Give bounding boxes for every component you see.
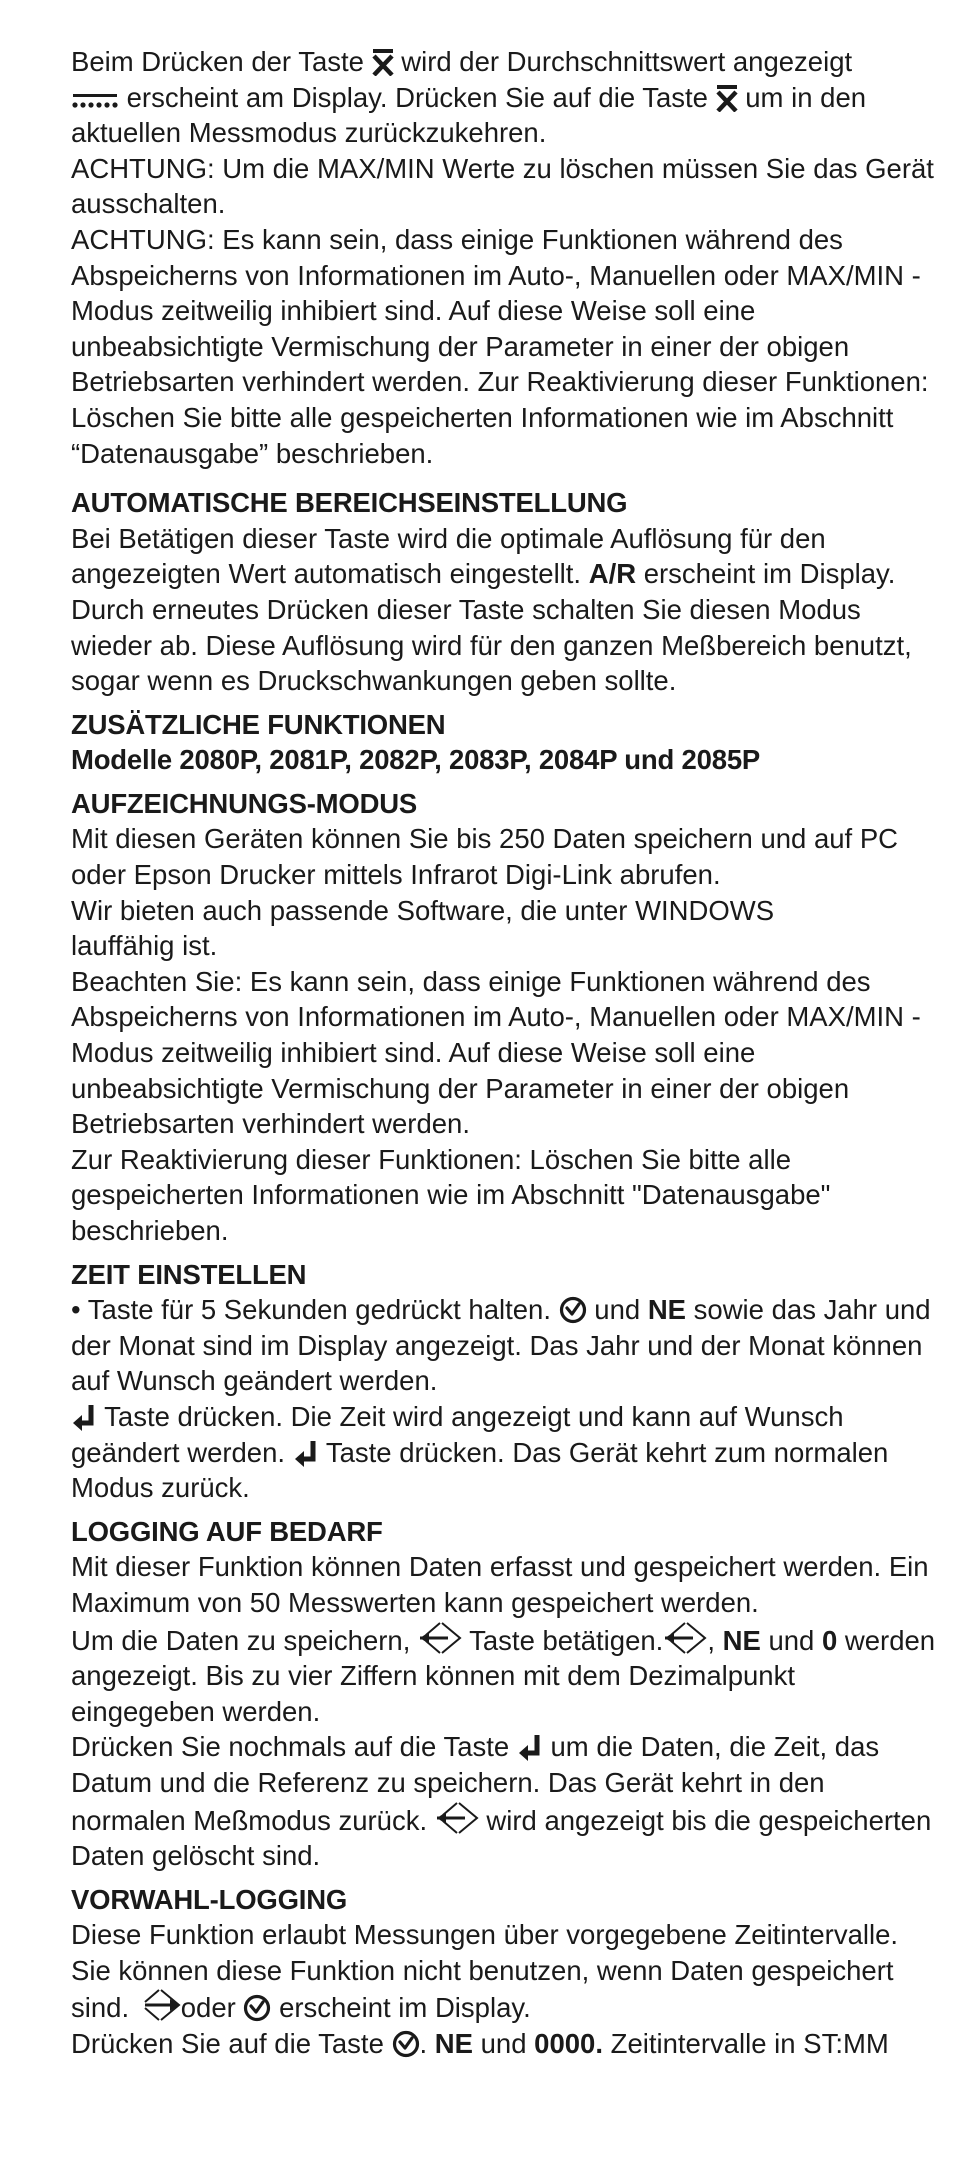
preset-log-paragraph-2: Drücken Sie auf die Taste . NE und 0000. Zeitintervalle in ST:MM bbox=[71, 2028, 889, 2060]
diamond-arrow-icon bbox=[435, 1801, 479, 1835]
intro-paragraph-3: ACHTUNG: Es kann sein, dass einige Funktionen während des Abspeicherns von Informationen im Auto-, Manuellen oder MAX/MIN -Modus zeitweilig inhibiert sind. Auf diese Weise soll eine unbeabsichtigte Vermischung der Parameter in einer der obigen Betriebsarten verhindert werden. Zur Reaktivierung dieser Funktionen: Löschen Sie bitte alle gespeicherten Informationen wie im Abschnitt “Datenausgabe” beschrieben. bbox=[71, 223, 929, 469]
enter-arrow-icon bbox=[517, 1733, 543, 1761]
models-line: Modelle 2080P, 2081P, 2082P, 2083P, 2084P und 2085P bbox=[71, 744, 761, 776]
section-heading-record-mode: AUFZEICHNUNGS-MODUS bbox=[71, 787, 418, 819]
diamond-arrow-icon bbox=[137, 1988, 181, 2022]
intro-text: Beim Drücken der Taste bbox=[71, 46, 364, 77]
enter-arrow-icon bbox=[71, 1403, 97, 1431]
section-heading-set-time: ZEIT EINSTELLEN bbox=[71, 1258, 307, 1290]
intro-paragraph-2: ACHTUNG: Um die MAX/MIN Werte zu löschen müssen Sie das Gerät ausschalten. bbox=[71, 152, 934, 220]
x-bar-icon bbox=[716, 84, 738, 112]
section-heading-extra: ZUSÄTZLICHE FUNKTIONEN bbox=[71, 708, 446, 740]
record-paragraph-2: Wir bieten auch passende Software, die unter WINDOWS lauffähig ist. bbox=[71, 894, 775, 962]
enter-arrow-icon bbox=[293, 1439, 319, 1467]
section-heading-log-demand: LOGGING AUF BEDARF bbox=[71, 1515, 383, 1547]
diamond-arrow-icon bbox=[663, 1621, 707, 1655]
intro-text: erscheint am Display. Drücken Sie auf die Taste bbox=[126, 81, 708, 113]
clock-icon bbox=[392, 2030, 420, 2058]
preset-log-paragraph-1: Diese Funktion erlaubt Messungen über vorgegebene Zeitintervalle. Sie können diese Funktion nicht benutzen, wenn Daten gespeichert sind. oder erscheint im Display. bbox=[71, 1919, 899, 2024]
intro-text: wird der Durchschnittswert angezeigt bbox=[401, 46, 853, 77]
document-page bbox=[71, 44, 941, 2062]
clock-icon bbox=[559, 1296, 587, 1324]
diamond-arrow-icon bbox=[418, 1621, 462, 1655]
record-paragraph-3: Beachten Sie: Es kann sein, dass einige Funktionen während des Abspeicherns von Informationen im Auto-, Manuellen oder MAX/MIN -Modus zeitweilig inhibiert sind. Auf diese Weise soll eine unbeabsichtigte Vermischung der Parameter in einer der obigen Betriebsarten verhindert werden. bbox=[71, 965, 921, 1140]
dotted-bar-icon bbox=[71, 92, 119, 112]
clock-icon bbox=[243, 1994, 271, 2022]
section-heading-auto-range: AUTOMATISCHE BEREICHSEINSTELLUNG bbox=[71, 487, 628, 519]
intro-paragraph-1 bbox=[71, 44, 941, 151]
intro-text: um in den aktuellen Messmodus zurückzukehren. bbox=[71, 81, 867, 149]
record-paragraph-1: Mit diesen Geräten können Sie bis 250 Daten speichern und auf PC oder Epson Drucker mittels Infrarot Digi-Link abrufen. bbox=[71, 823, 899, 891]
x-bar-icon bbox=[372, 48, 394, 76]
auto-range-paragraph: Bei Betätigen dieser Taste wird die optimale Auflösung für den angezeigten Wert automatisch eingestellt. A/R erscheint im Display. Durch erneutes Drücken dieser Taste schalten Sie diesen Modus wieder ab. Diese Auflösung wird für den ganzen Meßbereich benutzt, sogar wenn es Druckschwankungen geben sollte. bbox=[71, 522, 912, 697]
set-time-paragraph-2: Taste drücken. Die Zeit wird angezeigt und kann auf Wunsch geändert werden. Taste drücken. Das Gerät kehrt zum normalen Modus zurück. bbox=[71, 1400, 889, 1504]
log-demand-paragraph-1: Mit dieser Funktion können Daten erfasst und gespeichert werden. Ein Maximum von 50 Messwerten kann gespeichert werden. bbox=[71, 1551, 929, 1618]
log-demand-paragraph-2: Um die Daten zu speichern, Taste betätigen. , NE und 0 werden angezeigt. Bis zu vier Ziffern können mit dem Dezimalpunkt eingegeben werden. bbox=[71, 1621, 941, 1730]
set-time-paragraph-1: • Taste für 5 Sekunden gedrückt halten. und NE sowie das Jahr und der Monat sind im Display angezeigt. Das Jahr und der Monat können auf Wunsch geändert werden. bbox=[71, 1294, 931, 1397]
section-heading-preset-log: VORWAHL-LOGGING bbox=[71, 1883, 348, 1915]
log-demand-paragraph-3: Drücken Sie nochmals auf die Taste um die Daten, die Zeit, das Datum und die Referenz zu speichern. Das Gerät kehrt in den normalen Meßmodus zurück. wird angezeigt bis die gespeicherten Daten gelöscht sind. bbox=[71, 1731, 932, 1872]
ar-label: A/R bbox=[588, 558, 637, 590]
record-paragraph-4: Zur Reaktivierung dieser Funktionen: Löschen Sie bitte alle gespeicherten Informationen wie im Abschnitt "Datenausgabe" beschrieben. bbox=[71, 1143, 831, 1246]
